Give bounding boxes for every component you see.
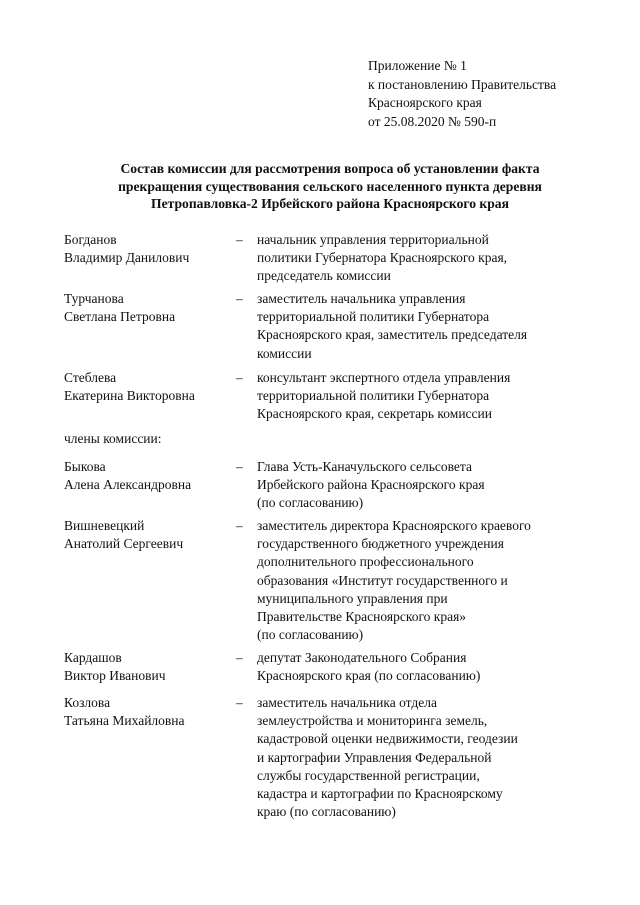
role-line: Ирбейского района Красноярского края	[257, 477, 485, 493]
member-role	[257, 517, 597, 644]
role-line: кадастра и картографии по Красноярскому	[257, 786, 503, 802]
role-line: Красноярского края, заместитель председателя	[257, 327, 528, 343]
role-line: политики Губернатора Красноярского края,	[257, 250, 508, 266]
dash-separator: –	[236, 695, 243, 710]
member-given-name: Владимир Данилович	[64, 250, 190, 266]
document-title	[70, 160, 590, 213]
dash-separator: –	[236, 232, 243, 247]
role-line: заместитель начальника отдела	[257, 695, 437, 710]
role-line: образования «Институт государственного и	[257, 572, 508, 588]
member-name	[64, 517, 234, 553]
member-name	[64, 231, 234, 267]
member-role	[257, 369, 597, 424]
title-line: прекращения существования сельского населенного пункта деревня	[118, 178, 542, 194]
appendix-line: к постановлению Правительства	[368, 76, 557, 92]
member-surname: Быкова	[64, 459, 106, 474]
role-line: краю (по согласованию)	[257, 804, 396, 820]
member-name	[64, 369, 234, 405]
role-line: (по согласованию)	[257, 627, 364, 643]
role-line: территориальной политики Губернатора	[257, 388, 490, 404]
appendix-line: Приложение № 1	[368, 58, 467, 73]
role-line: кадастровой оценки недвижимости, геодезии	[257, 731, 518, 747]
appendix-header	[368, 57, 556, 131]
dash-separator: –	[236, 291, 243, 306]
role-line: заместитель директора Красноярского краевого	[257, 518, 531, 533]
dash-separator: –	[236, 650, 243, 665]
dash-separator: –	[236, 459, 243, 474]
member-name	[64, 290, 234, 326]
role-line: территориальной политики Губернатора	[257, 309, 490, 325]
dash-separator: –	[236, 370, 243, 385]
member-given-name: Алена Александровна	[64, 477, 192, 493]
role-line: председатель комиссии	[257, 268, 391, 284]
role-line: Глава Усть-Каначульского сельсовета	[257, 459, 472, 474]
member-given-name: Светлана Петровна	[64, 309, 176, 325]
appendix-line: от 25.08.2020 № 590-п	[368, 113, 497, 129]
role-line: муниципального управления при	[257, 590, 448, 606]
role-line: заместитель начальника управления	[257, 291, 466, 306]
member-role	[257, 694, 597, 821]
member-role	[257, 649, 597, 685]
member-name	[64, 694, 234, 730]
member-given-name: Татьяна Михайловна	[64, 713, 185, 729]
member-surname: Стеблева	[64, 370, 117, 385]
role-line: службы государственной регистрации,	[257, 767, 480, 783]
role-line: и картографии Управления Федеральной	[257, 749, 492, 765]
role-line: государственного бюджетного учреждения	[257, 536, 504, 552]
member-name	[64, 458, 234, 494]
member-name	[64, 649, 234, 685]
role-line: землеустройства и мониторинга земель,	[257, 713, 488, 729]
members-subheading: члены комиссии:	[64, 431, 162, 446]
title-line: Петропавловка-2 Ирбейского района Красноярского края	[151, 196, 509, 211]
role-line: (по согласованию)	[257, 495, 364, 511]
role-line: Красноярского края (по согласованию)	[257, 668, 481, 684]
appendix-line: Красноярского края	[368, 95, 482, 110]
role-line: начальник управления территориальной	[257, 232, 489, 247]
dash-separator: –	[236, 518, 243, 533]
title-line: Состав комиссии для рассмотрения вопроса об установлении факта	[120, 161, 540, 176]
role-line: комиссии	[257, 345, 312, 361]
role-line: депутат Законодательного Собрания	[257, 650, 467, 665]
member-surname: Вишневецкий	[64, 518, 145, 533]
member-role	[257, 290, 597, 363]
role-line: консультант экспертного отдела управления	[257, 370, 511, 385]
member-given-name: Екатерина Викторовна	[64, 388, 195, 404]
member-surname: Турчанова	[64, 291, 124, 306]
member-role	[257, 458, 597, 513]
member-given-name: Виктор Иванович	[64, 668, 166, 684]
role-line: дополнительного профессионального	[257, 554, 474, 570]
member-surname: Козлова	[64, 695, 111, 710]
role-line: Красноярского края, секретарь комиссии	[257, 406, 492, 422]
role-line: Правительстве Красноярского края»	[257, 609, 467, 625]
member-surname: Богданов	[64, 232, 117, 247]
member-given-name: Анатолий Сергеевич	[64, 536, 184, 552]
member-role	[257, 231, 597, 286]
member-surname: Кардашов	[64, 650, 122, 665]
